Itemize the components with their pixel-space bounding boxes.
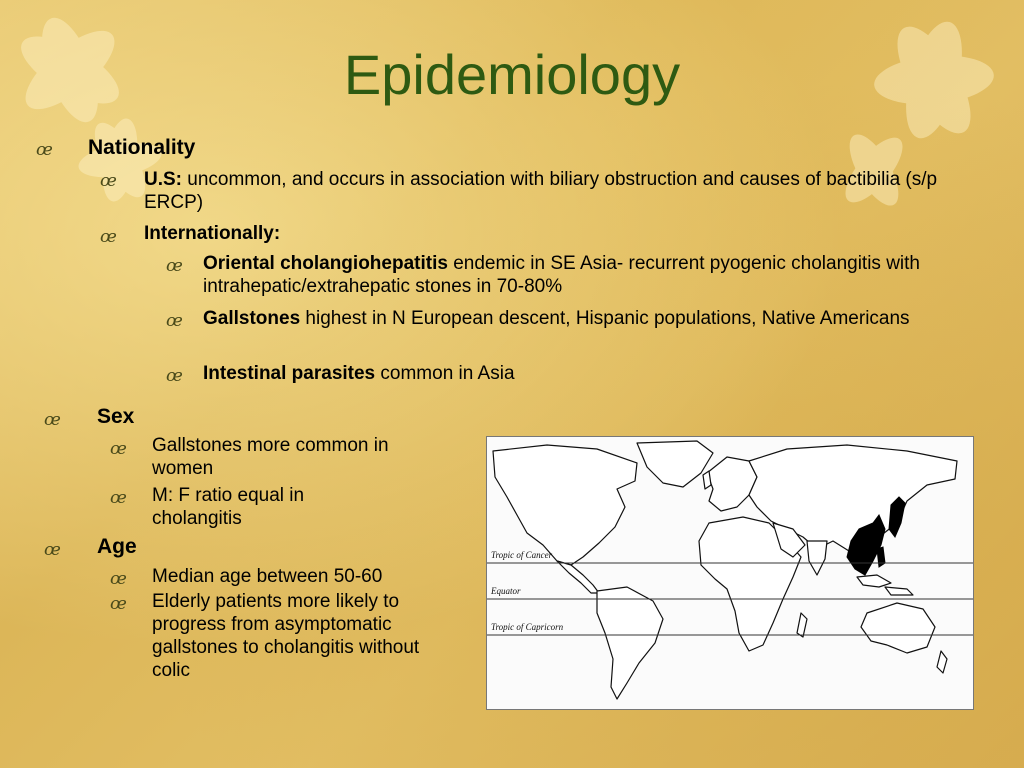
bullet-icon: œ — [36, 140, 53, 160]
tropic-of-capricorn-label: Tropic of Capricorn — [491, 622, 564, 632]
item-label: Gallstones — [203, 308, 301, 329]
age-item: Median age between 50-60 — [152, 566, 383, 587]
slide-title: Epidemiology — [343, 43, 681, 106]
international-item — [203, 307, 963, 330]
sex-item: Gallstones more common in women — [152, 435, 389, 479]
bullet-icon: œ — [166, 311, 183, 331]
world-map-graphic — [487, 437, 973, 709]
bullet-icon: œ — [100, 227, 117, 247]
item-label: Oriental cholangiohepatitis — [203, 253, 448, 274]
age-item: Elderly patients more likely to progress from asymptomatic gallstones to cholangitis without colic — [152, 591, 420, 681]
us-text: uncommon, and occurs in association with biliary obstruction and causes of bactibilia (s/p ERCP) — [144, 169, 938, 213]
sex-heading: Sex — [97, 405, 135, 428]
bullet-icon: œ — [110, 594, 127, 614]
bullet-icon: œ — [166, 366, 183, 386]
bullet-icon: œ — [100, 171, 117, 191]
us-item — [144, 168, 974, 214]
item-text: endemic in SE Asia- recurrent pyogenic cholangitis with intrahepatic/extrahepatic stones in 70-80% — [203, 253, 920, 297]
bullet-icon: œ — [166, 256, 183, 276]
bullet-icon: œ — [44, 540, 61, 560]
bullet-icon: œ — [44, 410, 61, 430]
bullet-icon: œ — [110, 439, 127, 459]
international-item — [203, 252, 943, 298]
sex-item: M: F ratio equal in cholangitis — [152, 485, 305, 529]
tropic-of-cancer-label: Tropic of Cancer — [491, 550, 553, 560]
age-heading: Age — [97, 535, 137, 558]
nationality-heading: Nationality — [88, 136, 196, 159]
equator-label: Equator — [491, 586, 521, 596]
international-item — [203, 362, 943, 385]
us-label: U.S: — [144, 169, 182, 190]
world-map — [486, 436, 974, 710]
bullet-icon: œ — [110, 488, 127, 508]
item-text: highest in N European descent, Hispanic populations, Native Americans — [300, 308, 910, 329]
internationally-heading: Internationally: — [144, 223, 281, 244]
bullet-icon: œ — [110, 569, 127, 589]
item-text: common in Asia — [375, 363, 515, 384]
item-label: Intestinal parasites — [203, 363, 376, 384]
